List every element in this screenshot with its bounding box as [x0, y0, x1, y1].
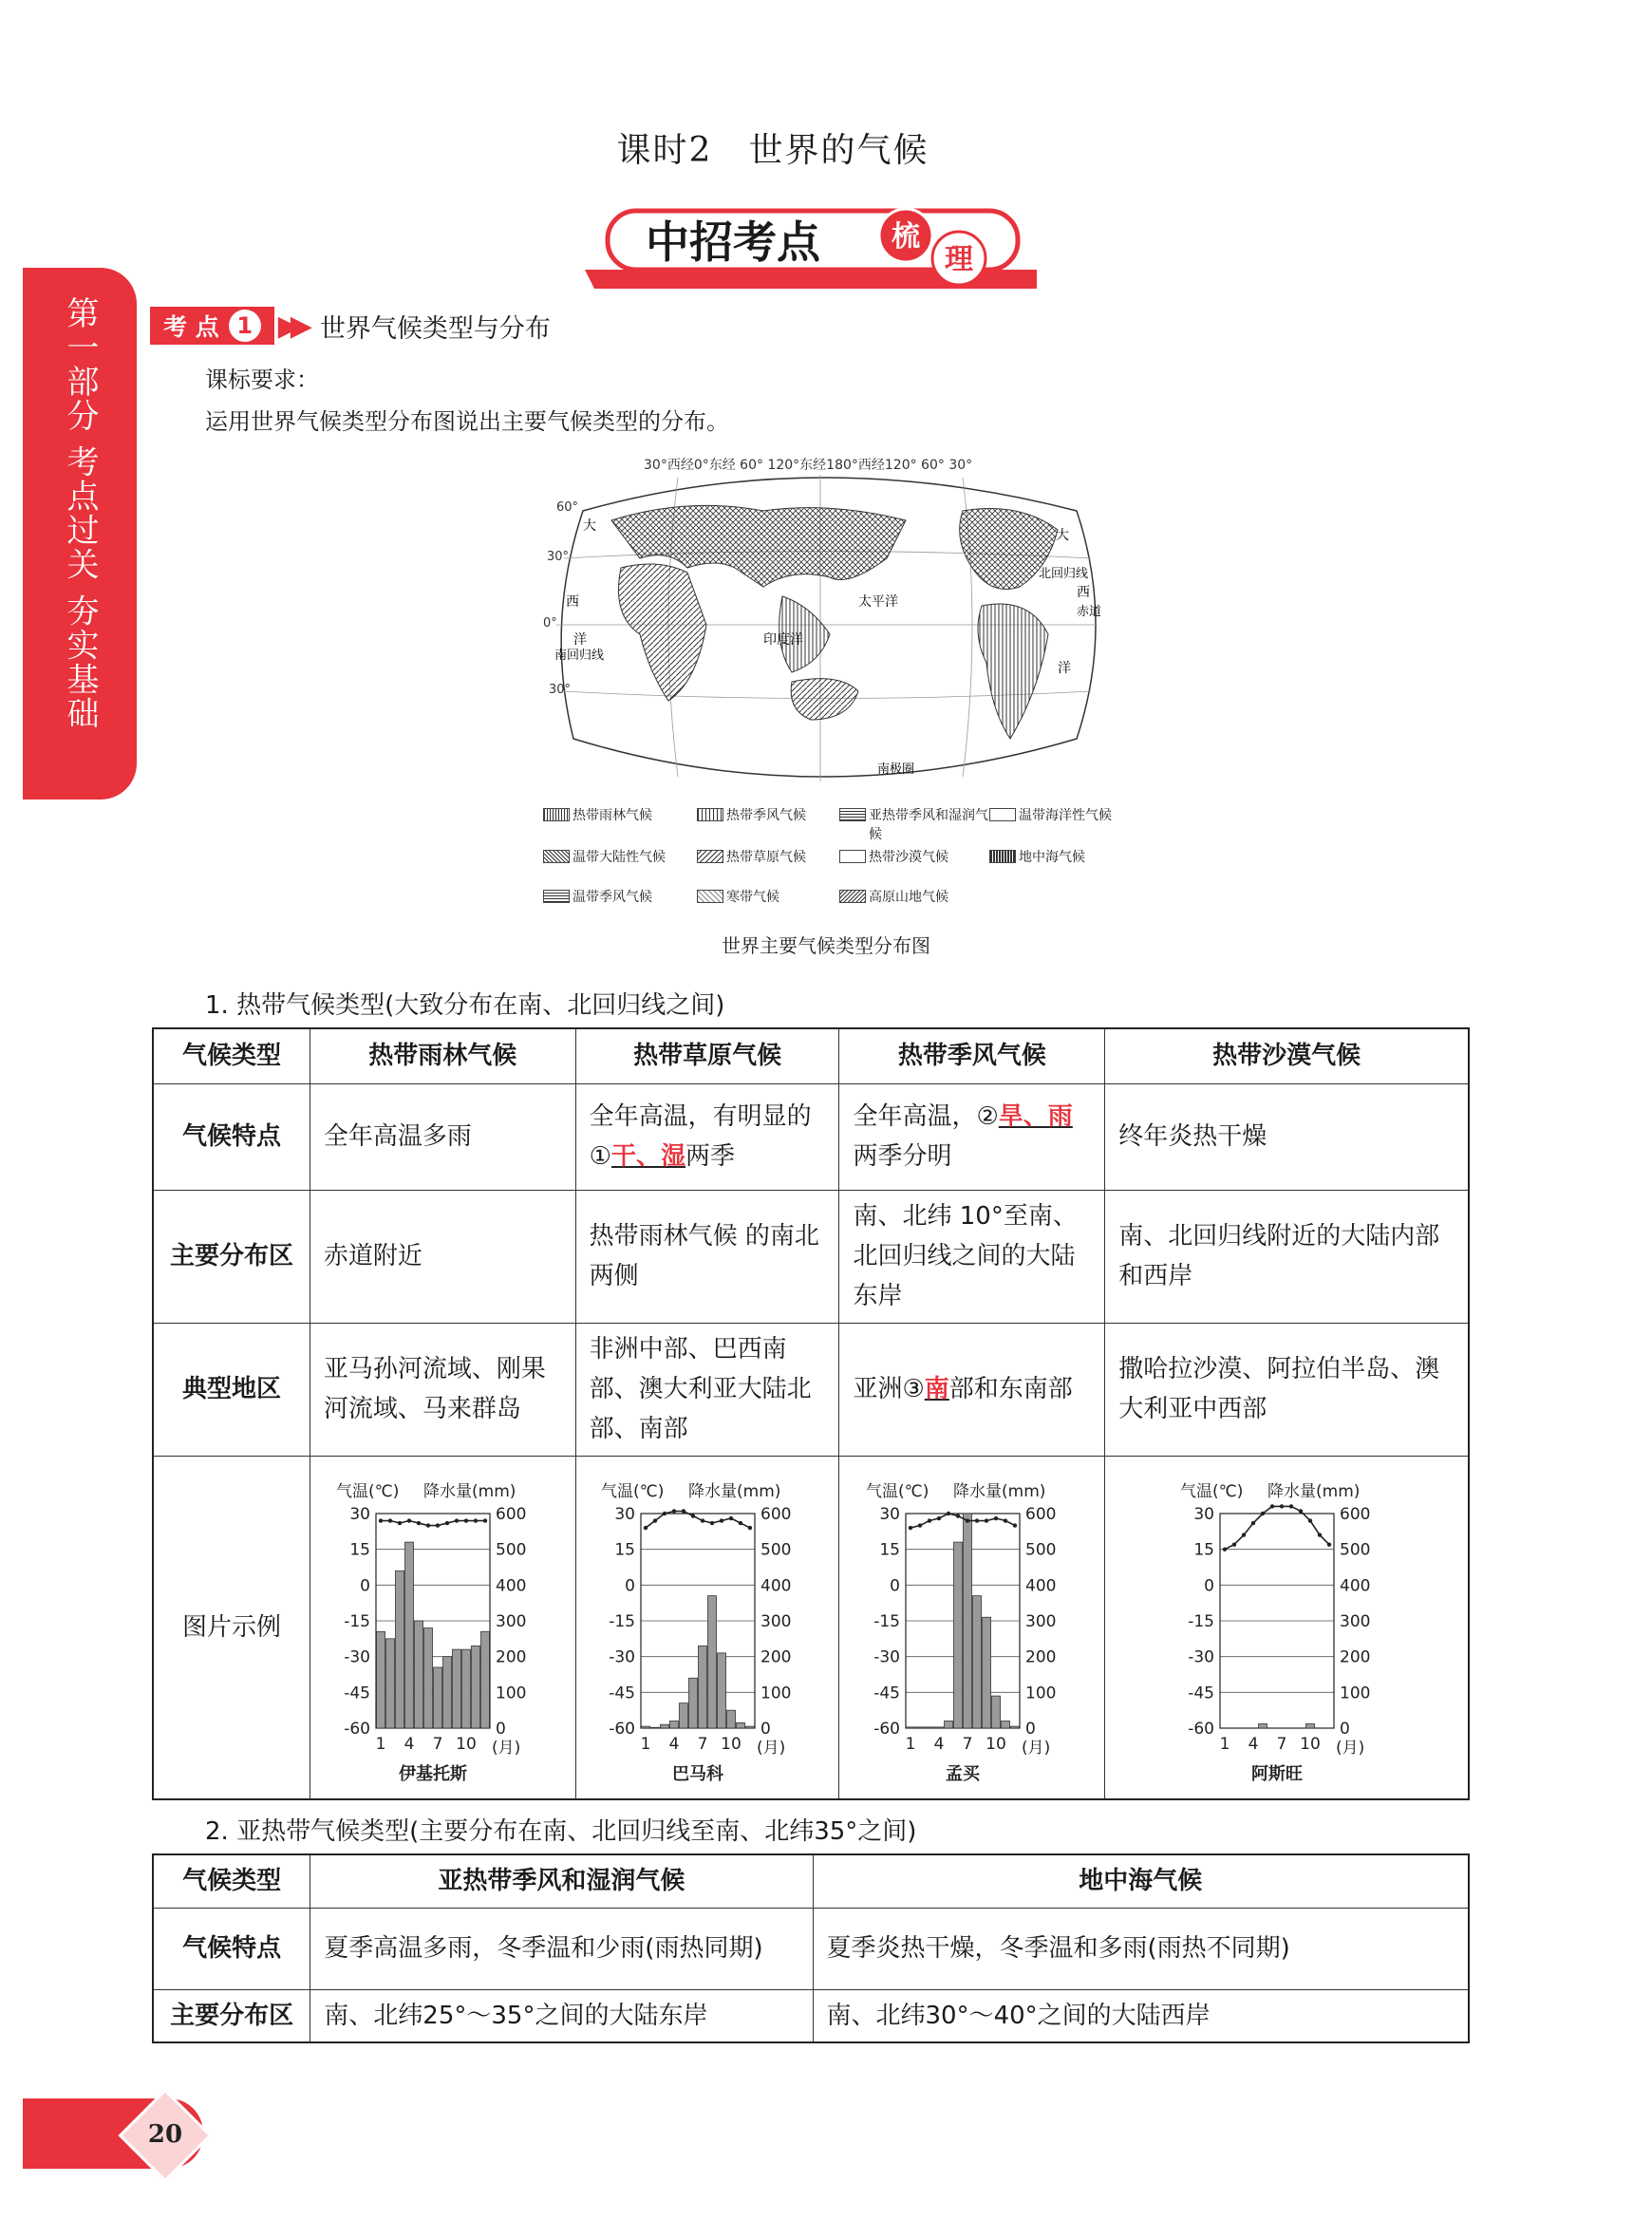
precipitation-bar — [925, 1727, 933, 1728]
precipitation-bar — [699, 1646, 707, 1728]
row-header: 典型地区 — [153, 1323, 310, 1456]
temperature-point — [653, 1518, 657, 1522]
table-row — [153, 1323, 1469, 1456]
chart-tick-left: 15 — [1193, 1540, 1215, 1560]
chart-tick-right: 500 — [1340, 1540, 1371, 1560]
precipitation-bar — [1001, 1721, 1009, 1728]
precipitation-bar — [661, 1724, 669, 1728]
header-cell: 亚热带季风和湿润气候 — [310, 1854, 813, 1908]
map-longitude-labels: 30°西经0°东经 60° 120°东经180°西经120° 60° 30° — [644, 458, 973, 473]
chart-cell — [310, 1456, 575, 1799]
chart-tick-left: 30 — [879, 1504, 900, 1524]
chart-tick-right: 200 — [1024, 1647, 1057, 1667]
table-cell: 南、北纬30°～40°之间的大陆西岸 — [813, 1989, 1469, 2042]
temperature-point — [985, 1518, 988, 1522]
temperature-point — [966, 1518, 969, 1522]
page-number: 20 — [147, 2120, 183, 2149]
chart-tick-left: 15 — [614, 1540, 636, 1560]
page-title: 课时2 世界的气候 — [616, 131, 929, 170]
table-row — [153, 1854, 1469, 1908]
chart-cell — [839, 1456, 1105, 1799]
precipitation-bar — [991, 1696, 1000, 1728]
answer-1: 干、湿 — [610, 1142, 685, 1171]
temperature-point — [947, 1512, 950, 1515]
banner-main-text: 中招考点 — [646, 216, 820, 268]
temperature-point — [739, 1521, 742, 1525]
section-1-heading: 1. 热带气候类型(大致分布在南、北回归线之间) — [205, 991, 725, 1020]
table-row — [153, 1908, 1469, 1989]
precipitation-bar — [953, 1542, 962, 1728]
header-cell: 热带雨林气候 — [310, 1028, 575, 1083]
chart-tick-right: 0 — [496, 1719, 507, 1739]
chart-tick-left: -60 — [609, 1719, 636, 1739]
temperature-line — [381, 1520, 485, 1525]
chart-cell — [575, 1456, 839, 1799]
table-cell: 夏季炎热干燥，冬季温和多雨(雨热不同期) — [813, 1908, 1469, 1989]
chart-tick-left: -60 — [873, 1719, 900, 1739]
row-header: 气候特点 — [153, 1083, 310, 1190]
chart-tick-x: 4 — [933, 1734, 945, 1754]
temperature-point — [483, 1518, 487, 1522]
chart-tick-left: -60 — [344, 1719, 371, 1739]
temperature-line — [1225, 1506, 1329, 1549]
chart-x-unit: (月) — [1336, 1738, 1365, 1758]
chart-tick-left: 30 — [614, 1504, 636, 1524]
chart-tick-left: -15 — [1188, 1611, 1215, 1631]
chart-tick-right: 600 — [1340, 1504, 1371, 1524]
chart-ylabel-right: 降水量(mm) — [688, 1481, 781, 1501]
chart-tick-right: 100 — [1340, 1684, 1371, 1703]
temperature-point — [928, 1518, 931, 1522]
precipitation-bar — [906, 1727, 914, 1728]
temperature-point — [994, 1516, 998, 1520]
double-arrow-icon: ▶▶ — [277, 309, 303, 343]
answer-3: 南 — [924, 1375, 949, 1403]
chart-tick-right: 400 — [1340, 1576, 1371, 1596]
chart-tick-left: 0 — [1204, 1576, 1215, 1596]
row-header: 图片示例 — [153, 1456, 310, 1799]
temperature-point — [691, 1514, 695, 1517]
table-cell: 全年高温，②旱、雨两季分明 — [839, 1083, 1105, 1190]
chart-tick-right: 500 — [1024, 1540, 1057, 1560]
temperature-point — [445, 1521, 449, 1525]
climate-chart-aswan — [1173, 1466, 1400, 1789]
svg-text:西: 西 — [566, 594, 579, 610]
temperature-point — [1299, 1509, 1303, 1513]
svg-text:30°: 30° — [549, 683, 572, 697]
precipitation-bar — [386, 1639, 395, 1728]
side-tab-text: 第一部分 考点过关 夯实基础 — [61, 296, 99, 731]
chart-tick-left: 30 — [1193, 1504, 1215, 1524]
chart-ylabel-left: 气温(℃) — [601, 1481, 665, 1501]
svg-text:60°: 60° — [556, 500, 579, 515]
temperature-point — [1308, 1518, 1312, 1522]
chart-tick-x: 1 — [375, 1734, 386, 1754]
svg-text:南回归线: 南回归线 — [554, 649, 605, 663]
row-header: 气候特点 — [153, 1908, 310, 1989]
chart-tick-x: 10 — [1300, 1734, 1321, 1754]
table-row — [153, 1456, 1469, 1799]
side-section-tab — [23, 268, 137, 800]
table-cell: 全年高温，有明显的①干、湿两季 — [575, 1083, 839, 1190]
chart-tick-right: 500 — [496, 1540, 527, 1560]
precipitation-bar — [1010, 1726, 1019, 1728]
precipitation-bar — [453, 1649, 461, 1728]
climate-chart-iquitos — [329, 1466, 556, 1789]
chart-tick-right: 0 — [1340, 1719, 1350, 1739]
svg-text:0°: 0° — [543, 616, 557, 630]
table-cell: 全年高温多雨 — [310, 1083, 575, 1190]
chart-tick-left: -15 — [873, 1611, 900, 1631]
chart-ylabel-left: 气温(℃) — [1180, 1481, 1244, 1501]
temperature-point — [1251, 1521, 1255, 1525]
header-cell: 气候类型 — [153, 1854, 310, 1908]
table-cell: 亚洲③南部和东南部 — [839, 1323, 1105, 1456]
chart-tick-left: -30 — [1188, 1647, 1215, 1667]
climate-chart-bamako — [593, 1466, 821, 1789]
chart-tick-right: 400 — [496, 1576, 527, 1596]
chart-tick-right: 100 — [496, 1684, 527, 1703]
temperature-point — [909, 1526, 912, 1530]
chart-title: 阿斯旺 — [1251, 1763, 1304, 1784]
precipitation-bar — [680, 1703, 688, 1727]
chart-tick-right: 200 — [496, 1647, 527, 1667]
chart-tick-x: 7 — [962, 1734, 973, 1754]
kaodian-title: 世界气候类型与分布 — [319, 313, 551, 344]
chart-tick-x: 7 — [697, 1734, 708, 1754]
precipitation-bar — [727, 1710, 736, 1728]
precipitation-bar — [670, 1721, 679, 1728]
temperature-point — [710, 1521, 714, 1525]
precipitation-bar — [972, 1595, 981, 1727]
header-cell: 气候类型 — [153, 1028, 310, 1083]
chart-tick-left: 0 — [360, 1576, 371, 1596]
chart-tick-left: -30 — [609, 1647, 636, 1667]
chart-tick-left: -45 — [873, 1684, 900, 1703]
precipitation-bar — [462, 1649, 471, 1728]
precipitation-bar — [1259, 1723, 1267, 1728]
chart-ylabel-right: 降水量(mm) — [952, 1481, 1046, 1501]
temperature-point — [1232, 1542, 1236, 1546]
svg-text:西: 西 — [1077, 585, 1090, 600]
svg-text:印度洋: 印度洋 — [763, 632, 803, 648]
chart-tick-right: 500 — [760, 1540, 792, 1560]
svg-text:30°: 30° — [547, 550, 570, 564]
temperature-point — [672, 1509, 676, 1513]
svg-text:太平洋: 太平洋 — [858, 594, 898, 610]
section-banner — [577, 203, 1042, 294]
chart-tick-right: 300 — [1340, 1611, 1371, 1631]
temperature-point — [426, 1523, 430, 1527]
precipitation-bar — [915, 1727, 924, 1728]
chart-tick-x: 7 — [432, 1734, 443, 1754]
legend-item: 温带季风气候 — [543, 887, 695, 906]
precipitation-bar — [481, 1631, 490, 1728]
precipitation-bar — [1306, 1723, 1315, 1728]
chart-tick-x: 1 — [640, 1734, 651, 1754]
page-number-tab — [23, 2098, 203, 2169]
header-cell: 热带沙漠气候 — [1105, 1028, 1469, 1083]
temperature-point — [975, 1518, 979, 1522]
chart-tick-right: 100 — [1024, 1684, 1057, 1703]
answer-2: 旱、雨 — [998, 1102, 1073, 1131]
chart-tick-left: 30 — [349, 1504, 371, 1524]
temperature-point — [1270, 1504, 1274, 1508]
tropical-climate-table — [152, 1027, 1470, 1800]
map-caption: 世界主要气候类型分布图 — [722, 934, 930, 957]
chart-ylabel-right: 降水量(mm) — [1267, 1481, 1361, 1501]
precipitation-bar — [651, 1727, 660, 1728]
temperature-point — [748, 1526, 752, 1530]
table-row — [153, 1028, 1469, 1083]
precipitation-bar — [982, 1617, 990, 1728]
precipitation-bar — [443, 1656, 452, 1727]
chart-tick-right: 300 — [1024, 1611, 1057, 1631]
temperature-point — [1261, 1512, 1265, 1515]
chart-tick-right: 600 — [1024, 1504, 1057, 1524]
chart-ylabel-left: 气温(℃) — [865, 1481, 929, 1501]
chart-tick-right: 400 — [760, 1576, 792, 1596]
table-row — [153, 1190, 1469, 1323]
chart-tick-left: 0 — [625, 1576, 636, 1596]
chart-ylabel-left: 气温(℃) — [336, 1481, 400, 1501]
legend-item: 亚热带季风和湿润气候 — [839, 805, 991, 843]
table-cell: 赤道附近 — [310, 1190, 575, 1323]
precipitation-bar — [708, 1595, 717, 1727]
legend-item: 温带大陆性气候 — [543, 847, 695, 866]
chart-x-unit: (月) — [1021, 1738, 1051, 1758]
precipitation-bar — [718, 1653, 726, 1728]
header-cell: 热带季风气候 — [839, 1028, 1105, 1083]
precipitation-bar — [746, 1726, 755, 1728]
temperature-point — [464, 1518, 468, 1522]
temperature-point — [379, 1518, 383, 1522]
requirement-text: 运用世界气候类型分布图说出主要气候类型的分布。 — [205, 408, 729, 435]
temperature-point — [956, 1514, 960, 1517]
temperature-point — [663, 1512, 666, 1515]
svg-text:北回归线: 北回归线 — [1039, 567, 1089, 581]
table-cell: 非洲中部、巴西南部、澳大利亚大陆北部、南部 — [575, 1323, 839, 1456]
precipitation-bar — [737, 1722, 745, 1728]
row-header: 主要分布区 — [153, 1989, 310, 2042]
chart-ylabel-right: 降水量(mm) — [423, 1481, 516, 1501]
chart-tick-x: 10 — [721, 1734, 742, 1754]
table-cell: 南、北回归线附近的大陆内部和西岸 — [1105, 1190, 1469, 1323]
temperature-point — [701, 1518, 704, 1522]
chart-tick-x: 4 — [668, 1734, 680, 1754]
chart-tick-right: 200 — [1340, 1647, 1371, 1667]
temperature-point — [436, 1523, 440, 1527]
table-cell: 亚马孙河流域、刚果河流域、马来群岛 — [310, 1323, 575, 1456]
temperature-point — [417, 1521, 421, 1525]
chart-tick-left: -30 — [873, 1647, 900, 1667]
legend-item: 寒带气候 — [697, 887, 849, 906]
svg-text:赤道: 赤道 — [1077, 605, 1102, 619]
precipitation-bar — [396, 1571, 404, 1728]
climate-chart-mumbai — [858, 1466, 1086, 1789]
chart-tick-right: 400 — [1024, 1576, 1057, 1596]
temperature-point — [1280, 1504, 1284, 1508]
temperature-point — [720, 1518, 723, 1522]
header-cell: 热带草原气候 — [575, 1028, 839, 1083]
requirement-label: 课标要求： — [205, 367, 319, 393]
chart-tick-x: 1 — [1219, 1734, 1230, 1754]
row-header: 主要分布区 — [153, 1190, 310, 1323]
table-row — [153, 1989, 1469, 2042]
temperature-point — [1004, 1518, 1007, 1522]
legend-item: 温带海洋性气候 — [989, 805, 1141, 824]
legend-item: 热带雨林气候 — [543, 805, 695, 824]
kaodian-heading — [150, 306, 551, 346]
chart-tick-left: 0 — [890, 1576, 900, 1596]
chart-tick-x: 1 — [905, 1734, 916, 1754]
chart-title: 孟买 — [945, 1763, 980, 1784]
chart-tick-left: -45 — [344, 1684, 371, 1703]
chart-tick-x: 4 — [404, 1734, 415, 1754]
svg-text:南极圈: 南极圈 — [877, 762, 915, 777]
temperature-point — [455, 1518, 459, 1522]
svg-text:洋: 洋 — [1058, 661, 1071, 676]
chart-tick-x: 4 — [1248, 1734, 1259, 1754]
svg-text:大: 大 — [583, 518, 596, 534]
temperature-line — [910, 1514, 1015, 1528]
precipitation-bar — [689, 1678, 698, 1728]
temperature-point — [1223, 1547, 1227, 1551]
chart-tick-right: 300 — [760, 1611, 792, 1631]
chart-tick-right: 600 — [760, 1504, 792, 1524]
temperature-point — [1289, 1504, 1293, 1508]
kaodian-label: 考 点 — [163, 313, 219, 341]
chart-title: 巴马科 — [672, 1763, 724, 1784]
temperature-point — [682, 1509, 685, 1513]
banner-char-2: 理 — [945, 243, 973, 276]
chart-x-unit: (月) — [492, 1738, 521, 1758]
temperature-point — [644, 1526, 648, 1530]
section-2-heading: 2. 亚热带气候类型(主要分布在南、北回归线至南、北纬35°之间) — [205, 1817, 917, 1846]
temperature-point — [398, 1521, 402, 1525]
chart-tick-right: 0 — [760, 1719, 771, 1739]
chart-tick-right: 200 — [760, 1647, 792, 1667]
temperature-point — [474, 1518, 478, 1522]
banner-char-1: 梳 — [892, 220, 920, 254]
precipitation-bar — [963, 1514, 971, 1728]
chart-tick-left: 15 — [879, 1540, 900, 1560]
temperature-point — [1318, 1533, 1322, 1536]
legend-item: 高原山地气候 — [839, 887, 991, 906]
chart-tick-left: -45 — [1188, 1684, 1215, 1703]
temperature-point — [407, 1518, 411, 1522]
chart-tick-x: 10 — [986, 1734, 1006, 1754]
legend-item: 地中海气候 — [989, 847, 1141, 866]
chart-x-unit: (月) — [757, 1738, 786, 1758]
chart-tick-x: 7 — [1276, 1734, 1287, 1754]
precipitation-bar — [405, 1542, 414, 1728]
precipitation-bar — [415, 1621, 423, 1728]
legend-item: 热带草原气候 — [697, 847, 849, 866]
precipitation-bar — [472, 1646, 480, 1728]
chart-tick-right: 0 — [1024, 1719, 1036, 1739]
precipitation-bar — [424, 1627, 433, 1727]
temperature-point — [388, 1518, 392, 1522]
chart-tick-right: 600 — [496, 1504, 527, 1524]
table-cell: 撒哈拉沙漠、阿拉伯半岛、澳大利亚中西部 — [1105, 1323, 1469, 1456]
world-climate-map — [545, 454, 1105, 796]
precipitation-bar — [377, 1631, 385, 1728]
temperature-point — [937, 1516, 941, 1520]
table-cell: 南、北纬 10°至南、北回归线之间的大陆东岸 — [839, 1190, 1105, 1323]
svg-text:大: 大 — [1056, 528, 1069, 543]
chart-tick-x: 10 — [456, 1734, 478, 1754]
chart-tick-left: -30 — [344, 1647, 371, 1667]
temperature-point — [1327, 1542, 1331, 1546]
chart-tick-right: 100 — [760, 1684, 792, 1703]
chart-tick-left: -15 — [344, 1611, 371, 1631]
precipitation-bar — [944, 1721, 952, 1728]
chart-title: 伊基托斯 — [399, 1763, 468, 1784]
temperature-point — [1013, 1523, 1017, 1527]
table-cell: 热带雨林气候 的南北两侧 — [575, 1190, 839, 1323]
chart-tick-left: 15 — [349, 1540, 371, 1560]
table-cell: 夏季高温多雨，冬季温和少雨(雨热同期) — [310, 1908, 813, 1989]
chart-cell — [1105, 1456, 1469, 1799]
header-cell: 地中海气候 — [813, 1854, 1469, 1908]
temperature-point — [918, 1523, 922, 1527]
precipitation-bar — [434, 1667, 442, 1728]
temperature-point — [1242, 1533, 1246, 1536]
table-row — [153, 1083, 1469, 1190]
legend-item: 热带沙漠气候 — [839, 847, 991, 866]
kaodian-badge — [150, 307, 274, 345]
chart-tick-left: -60 — [1188, 1719, 1215, 1739]
chart-tick-right: 300 — [496, 1611, 527, 1631]
svg-text:洋: 洋 — [573, 632, 587, 648]
chart-tick-left: -45 — [609, 1684, 636, 1703]
table-cell: 终年炎热干燥 — [1105, 1083, 1469, 1190]
legend-item: 热带季风气候 — [697, 805, 849, 824]
subtropical-climate-table — [152, 1853, 1470, 2043]
temperature-point — [729, 1516, 733, 1520]
precipitation-bar — [934, 1727, 943, 1728]
chart-tick-left: -15 — [609, 1611, 636, 1631]
precipitation-bar — [642, 1726, 650, 1728]
kaodian-number: 1 — [229, 310, 261, 342]
table-cell: 南、北纬25°～35°之间的大陆东岸 — [310, 1989, 813, 2042]
